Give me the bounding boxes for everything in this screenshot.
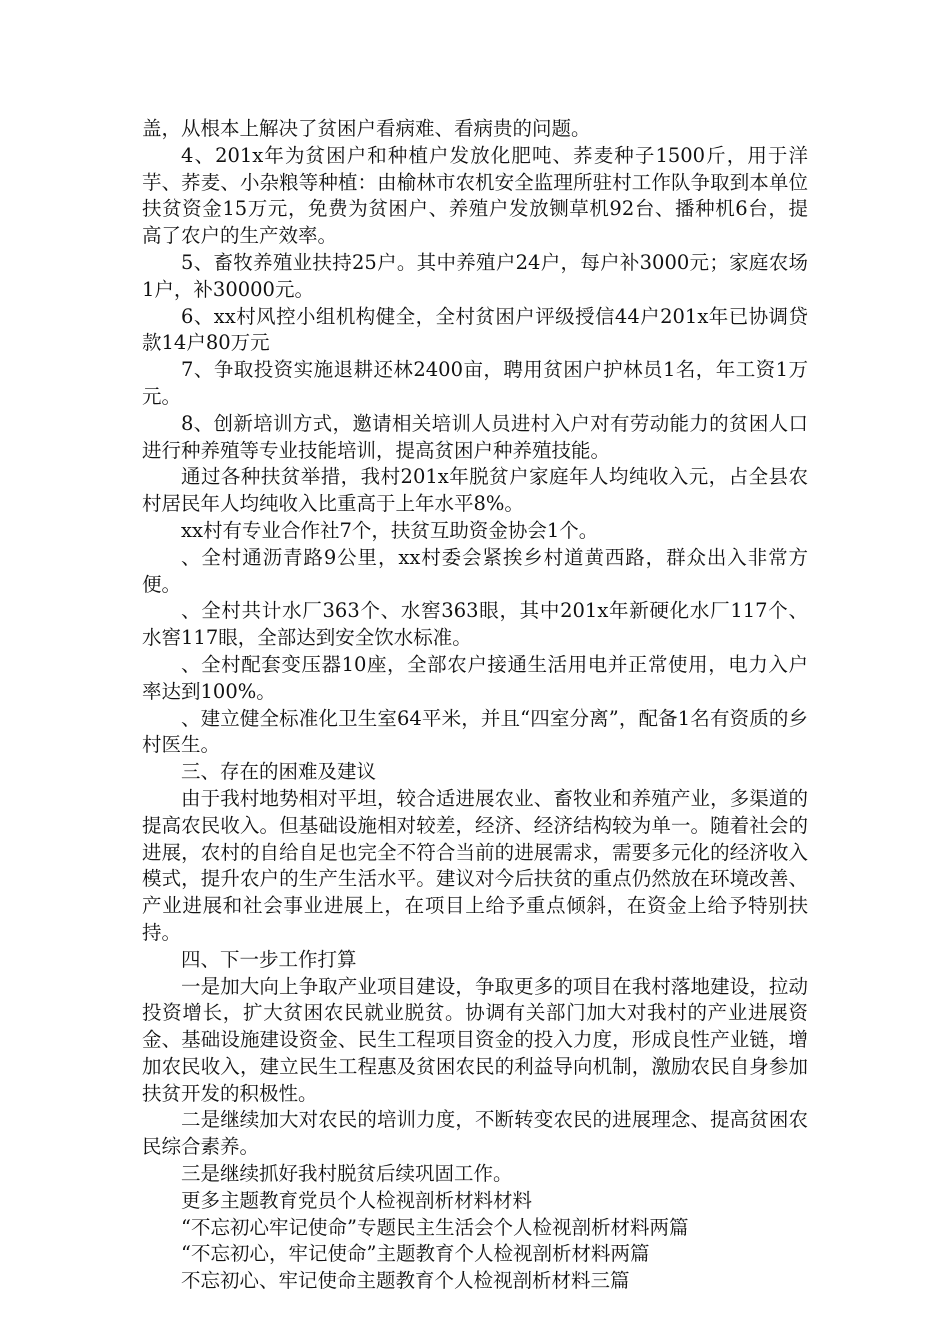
paragraph-item-5: 5、畜牧养殖业扶持25户。其中养殖户24户，每户补3000元；家庭农场1户，补30000元。 — [142, 250, 808, 301]
paragraph-continuation: 盖，从根本上解决了贫困户看病难、看病贵的问题。 — [142, 117, 591, 140]
section-heading-difficulties: 三、存在的困难及建议 — [181, 760, 377, 784]
paragraph-item-6: 6、xx村风控小组机构健全，全村贫困户评级授信44户201x年已协调贷款14户80万元 — [142, 304, 808, 355]
paragraph-next-step-1: 一是加大向上争取产业项目建设，争取更多的项目在我村落地建设，拉动投资增长，扩大贫困农民就业脱贫。协调有关部门加大对我村的产业进展资金、基础设施建设资金、民生工程项目资金的投入力度，形成良性产业链，增加农民收入，建立民生工程惠及贫困农民的利益导向机制，激励农民自身参加扶贫开发的积极性。 — [142, 974, 808, 1105]
paragraph-item-8: 8、创新培训方式，邀请相关培训人员进村入户对有劳动能力的贫困人口进行种养殖等专业技能培训，提高贫困户种养殖技能。 — [142, 411, 808, 462]
related-item: “不忘初心，牢记使命”主题教育个人检视剖析材料两篇 — [181, 1242, 650, 1266]
paragraph-item-7: 7、争取投资实施退耕还林2400亩，聘用贫困户护林员1名，年工资1万元。 — [142, 358, 808, 408]
related-item: “不忘初心牢记使命”专题民主生活会个人检视剖析材料两篇 — [181, 1215, 689, 1239]
paragraph-cooperatives: xx村有专业合作社7个，扶贫互助资金协会1个。 — [181, 518, 599, 542]
paragraph-item-4: 4、201x年为贫困户和种植户发放化肥吨、荞麦种子1500斤，用于洋芋、荞麦、小杂粮等种植：由榆林市农机安全监理所驻村工作队争取到本单位扶贫资金15万元，免费为贫困户、养殖户发放铡草机92台、播种机6台，提高了农户的生产效率。 — [142, 143, 808, 248]
paragraph-difficulties: 由于我村地势相对平坦，较合适进展农业、畜牧业和养殖产业，多渠道的提高农民收入。但基础设施相对较差，经济、经济结构较为单一。随着社会的进展，农村的自给自足也完全不符合当前的进展需求，需要多元化的经济收入模式，提升农户的生产生活水平。建议对今后扶贫的重点仍然放在环境改善、产业进展和社会事业进展上，在项目上给予重点倾斜，在资金上给予特别扶持。 — [142, 786, 808, 944]
document-body — [142, 116, 808, 1295]
paragraph-next-step-3: 三是继续抓好我村脱贫后续巩固工作。 — [181, 1162, 513, 1186]
section-heading-next-steps: 四、下一步工作打算 — [181, 947, 357, 971]
paragraph-roads: 、全村通沥青路9公里，xx村委会紧挨乡村道黄西路，群众出入非常方便。 — [142, 545, 808, 596]
paragraph-income-summary: 通过各种扶贫举措，我村201x年脱贫户家庭年人均纯收入元，占全县农村居民年人均纯收入比重高于上年水平8%。 — [142, 465, 808, 516]
related-item: 不忘初心、牢记使命主题教育个人检视剖析材料三篇 — [181, 1269, 630, 1293]
paragraph-clinic: 、建立健全标准化卫生室64平米，并且“四室分离”，配备1名有资质的乡村医生。 — [142, 706, 808, 757]
related-heading: 更多主题教育党员个人检视剖析材料材料 — [181, 1188, 533, 1212]
paragraph-electricity: 、全村配套变压器10座，全部农户接通生活用电并正常使用，电力入户率达到100%。 — [142, 652, 808, 703]
paragraph-next-step-2: 二是继续加大对农民的培训力度，不断转变农民的进展理念、提高贫困农民综合素养。 — [142, 1108, 808, 1159]
paragraph-water: 、全村共计水厂363个、水窖363眼，其中201x年新硬化水厂117个、水窖117眼，全部达到安全饮水标准。 — [142, 599, 808, 650]
